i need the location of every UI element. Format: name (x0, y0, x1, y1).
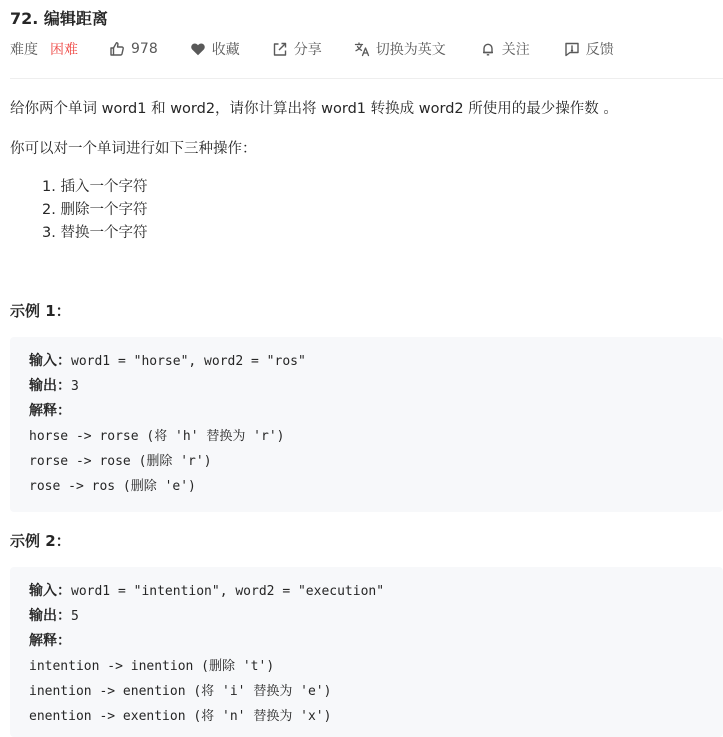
example-2-title: 示例 2： (10, 532, 71, 550)
example-1-title: 示例 1： (10, 302, 71, 320)
share-button[interactable] (272, 39, 322, 59)
example-2-input-row (29, 579, 723, 604)
list-item: 1. 插入一个字符 (42, 179, 148, 195)
follow-label: 关注 (501, 42, 530, 58)
difficulty-label: 难度 (10, 42, 38, 58)
heart-icon (190, 41, 206, 57)
explain-key: 解释： (29, 403, 71, 419)
explain-line: horse -> rorse (将 'h' 替换为 'r') (29, 429, 285, 444)
thumbs-up-icon (109, 41, 125, 57)
input-key: 输入： (29, 583, 71, 599)
list-item: 3. 替换一个字符 (42, 225, 148, 241)
explain-line: inention -> enention (将 'i' 替换为 'e') (29, 684, 332, 699)
difficulty-value: 困难 (50, 42, 78, 58)
feedback-label: 反馈 (585, 42, 614, 58)
switch-language-button[interactable] (354, 39, 446, 59)
output-value: 3 (71, 379, 79, 394)
output-key: 输出： (29, 608, 71, 624)
header-divider (10, 78, 723, 79)
explain-line: rose -> ros (删除 'e') (29, 479, 196, 494)
switch-language-label: 切换为英文 (375, 42, 446, 58)
explain-key: 解释： (29, 633, 71, 649)
input-value: word1 = "intention", word2 = "execution" (71, 584, 385, 599)
example-1-explain-row (29, 399, 723, 424)
example-2-output-row (29, 604, 723, 629)
problem-description: 给你两个单词 word1 和 word2，请你计算出将 word1 转换成 word2 所使用的最少操作数 。 (10, 101, 618, 117)
example-1-input-row (29, 349, 723, 374)
problem-meta-bar (10, 39, 614, 59)
feedback-button[interactable] (564, 39, 614, 59)
share-icon (272, 41, 288, 57)
explain-line: rorse -> rose (删除 'r') (29, 454, 212, 469)
share-label: 分享 (293, 42, 322, 58)
example-2-code-block (10, 567, 723, 737)
example-1-code-block (10, 337, 723, 512)
favorite-label: 收藏 (211, 42, 240, 58)
output-key: 输出： (29, 378, 71, 394)
feedback-icon (564, 41, 580, 57)
explain-line: intention -> inention (删除 't') (29, 659, 275, 674)
bell-icon (480, 41, 496, 57)
operations-intro: 你可以对一个单词进行如下三种操作： (10, 141, 257, 157)
translate-icon (354, 41, 370, 57)
operations-list (42, 176, 147, 245)
follow-button[interactable] (480, 39, 530, 59)
explain-line: enention -> exention (将 'n' 替换为 'x') (29, 709, 332, 724)
example-2-explain-row (29, 629, 723, 654)
output-value: 5 (71, 609, 79, 624)
input-key: 输入： (29, 353, 71, 369)
favorite-button[interactable] (190, 39, 240, 59)
like-count: 978 (131, 41, 158, 57)
like-button[interactable] (109, 41, 158, 57)
input-value: word1 = "horse", word2 = "ros" (71, 354, 306, 369)
list-item: 2. 删除一个字符 (42, 202, 148, 218)
problem-title: 72. 编辑距离 (10, 9, 108, 28)
example-1-output-row (29, 374, 723, 399)
